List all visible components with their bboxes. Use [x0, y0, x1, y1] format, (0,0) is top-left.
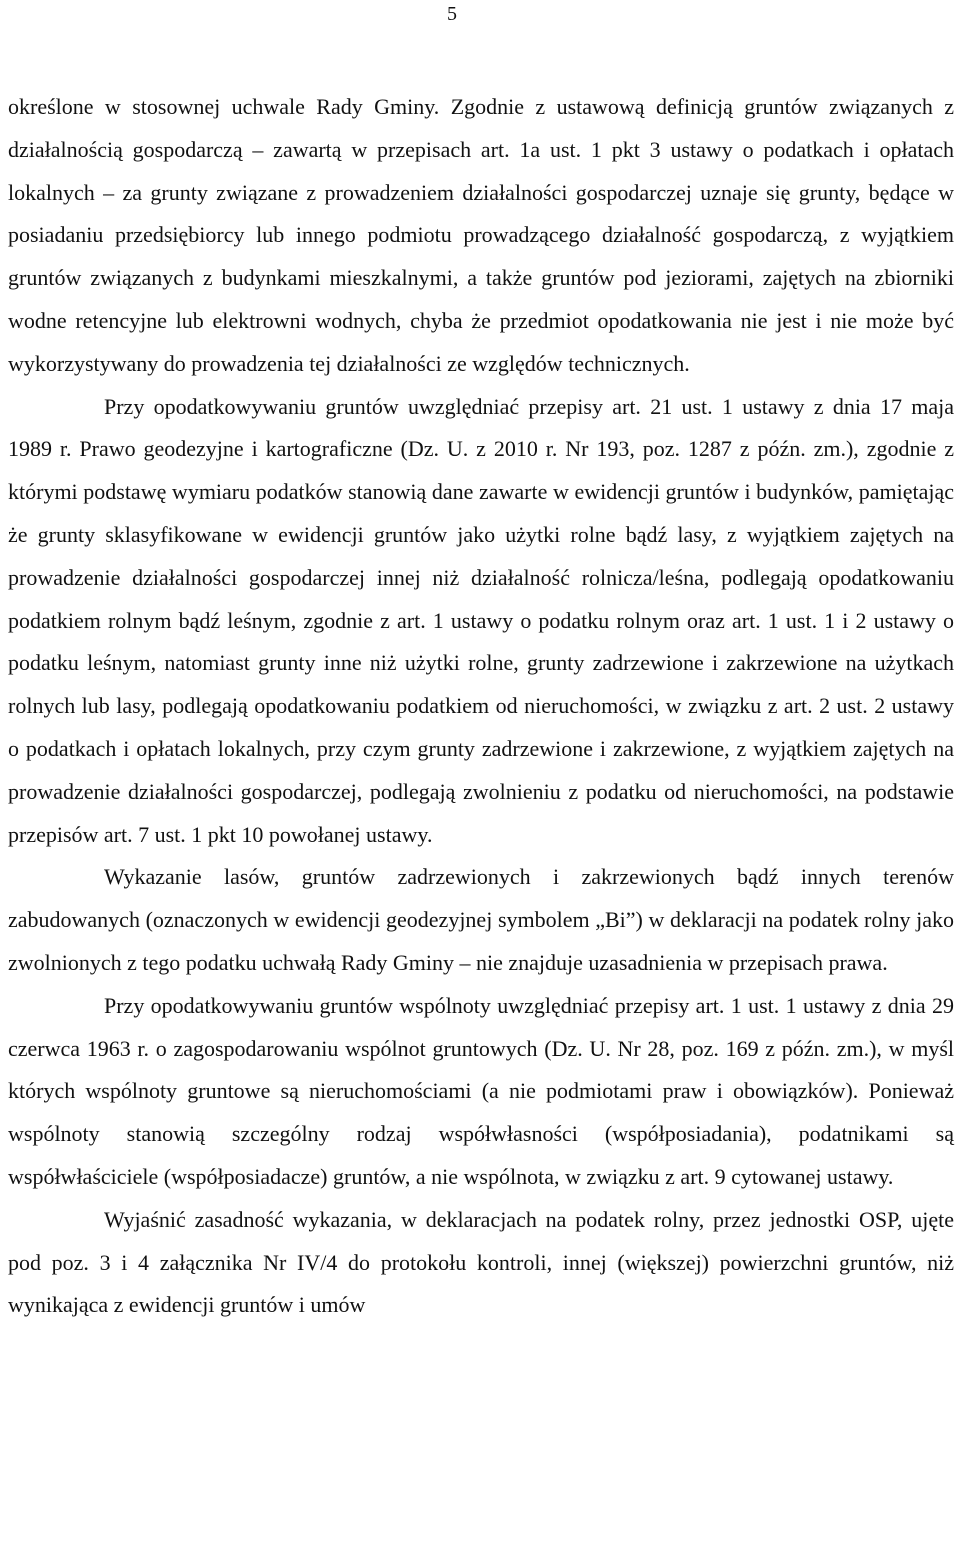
paragraph-land-records-taxation: Przy opodatkowywaniu gruntów uwzględniać przepisy art. 21 ust. 1 ustawy z dnia 17 maja 1989 r. Prawo geodezyjne i kartograficzne (Dz. U. z 2010 r. Nr 193, poz. 1287 z późn. zm.), zgodnie z którymi podstawę wymiaru podatków stanowią dane zawarte w ewidencji gruntów i budynków, pamiętając że grunty sklasyfikowane w ewidencji gruntów jako użytki rolne bądź lasy, z wyjątkiem zajętych na prowadzenie działalności gospodarczej innej niż działalność rolnicza/leśna, podlegają opodatkowaniu podatkiem rolnym bądź leśnym, zgodnie z art. 1 ustawy o podatku rolnym oraz art. 1 ust. 1 i 2 ustawy o podatku leśnym, natomiast grunty inne niż użytki rolne, grunty zadrzewione i zakrzewione na użytkach rolnych lub lasy, podlegają opodatkowaniu podatkiem od nieruchomości, w związku z art. 2 ust. 2 ustawy o podatkach i opłatach lokalnych, przy czym grunty zadrzewione i zakrzewione, z wyjątkiem zajętych na prowadzenie działalności gospodarczej, podlegają zwolnieniu z podatku od nieruchomości, na podstawie przepisów art. 7 ust. 1 pkt 10 powołanej ustawy.: [8, 393, 954, 847]
paragraph-land-business-definition: określone w stosownej uchwale Rady Gminy. Zgodnie z ustawową definicją gruntów związanych z działalnością gospodarczą – zawartą w przepisach art. 1a ust. 1 pkt 3 ustawy o podatkach i opłatach lokalnych – za grunty związane z prowadzeniem działalności gospodarczej uznaje się grunty, będące w posiadaniu przedsiębiorcy lub innego podmiotu prowadzącego działalność gospodarczą, z wyjątkiem gruntów związanych z budynkami mieszkalnymi, a także gruntów pod jeziorami, zajętych na zbiorniki wodne retencyjne lub elektrowni wodnych, chyba że przedmiot opodatkowania nie jest i nie może być wykorzystywany do prowadzenia tej działalności ze względów technicznych.: [8, 94, 954, 376]
page-number: 5: [447, 3, 457, 25]
paragraph-forest-declaration: Wykazanie lasów, gruntów zadrzewionych i zakrzewionych bądź innych terenów zabudowanych (oznaczonych w ewidencji geodezyjnej symbolem „Bi”) w deklaracji na podatek rolny jako zwolnionych z tego podatku uchwałą Rady Gminy – nie znajduje uzasadnienia w przepisach prawa.: [8, 864, 954, 975]
paragraph-osp-explanation: Wyjaśnić zasadność wykazania, w deklaracjach na podatek rolny, przez jednostki OSP, ujęte pod poz. 3 i 4 załącznika Nr IV/4 do protokołu kontroli, innej (większej) powierzchni gruntów, niż wynikająca z ewidencji gruntów i umów: [8, 1206, 954, 1318]
document-body: [8, 86, 954, 1327]
paragraph-community-land: Przy opodatkowywaniu gruntów wspólnoty uwzględniać przepisy art. 1 ust. 1 ustawy z dnia 29 czerwca 1963 r. o zagospodarowaniu wspólnot gruntowych (Dz. U. Nr 28, poz. 169 z późn. zm.), w myśl których wspólnoty gruntowe są nieruchomościami (a nie podmiotami praw i obowiązków). Ponieważ wspólnoty stanowią szczególny rodzaj współwłasności (współposiadania), podatnikami są współwłaściciele (współposiadacze) gruntów, a nie wspólnota, w związku z art. 9 cytowanej ustawy.: [8, 992, 954, 1189]
